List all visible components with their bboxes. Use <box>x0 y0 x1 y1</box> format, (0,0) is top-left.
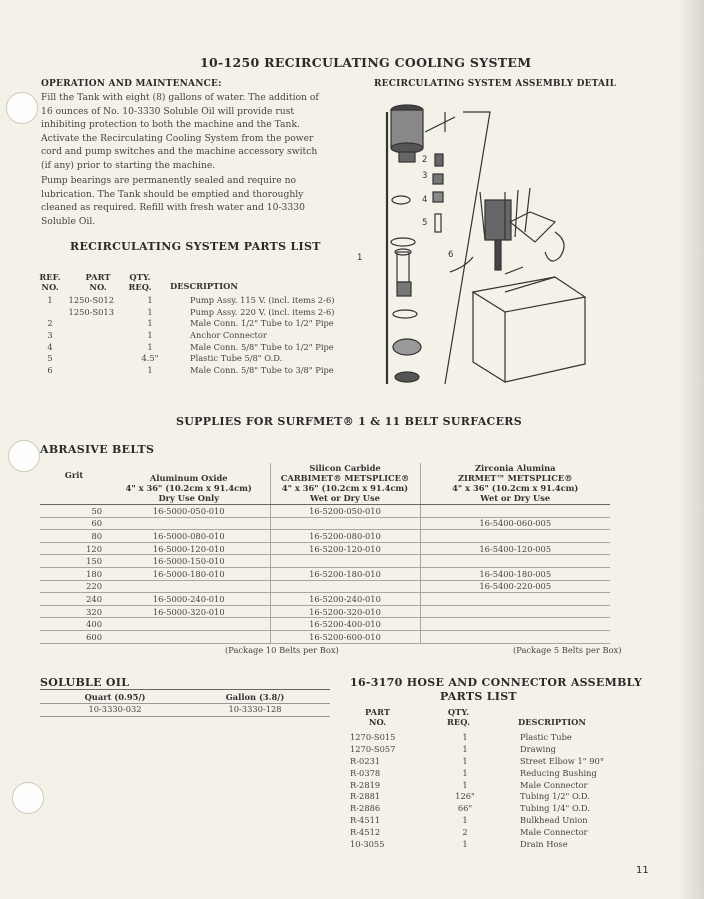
hose-part-no: R-4512 <box>350 827 381 838</box>
parts-ref: 5 <box>47 353 53 364</box>
hose-row <box>350 814 610 826</box>
parts-description: Plastic Tube 5/8" O.D. <box>190 353 283 364</box>
belt-zirconia-alumina <box>420 593 610 606</box>
belt-row <box>40 618 610 631</box>
parts-row <box>37 364 337 376</box>
hose-description: Reducing Bushing <box>520 767 597 778</box>
assembly-drawing <box>355 92 595 392</box>
hose-description: Male Connector <box>520 827 588 838</box>
parts-part-no <box>63 329 130 341</box>
parts-description: Anchor Connector <box>190 329 267 340</box>
belt-aluminum-oxide: 16-5000-120-010 <box>108 542 270 555</box>
parts-part-no: 1250-S013 <box>68 306 114 317</box>
belt-aluminum-oxide: 16-5000-150-010 <box>108 555 270 568</box>
hose-subheading: PARTS LIST <box>440 690 517 703</box>
binder-hole-bottom <box>12 782 44 814</box>
hose-part-no: R-0231 <box>350 755 381 766</box>
parts-ref: 2 <box>47 318 53 329</box>
callout-2: 2 <box>422 155 428 165</box>
binder-hole-middle <box>8 440 40 472</box>
hose-row <box>350 767 610 779</box>
belts-col-aluminum-oxide: Aluminum Oxide 4" x 36" (10.2cm x 91.4cm) Dry Use Only <box>108 463 270 505</box>
hose-description: Tubing 1/2" O.D. <box>520 791 590 802</box>
hose-qty: 1 <box>462 743 468 754</box>
belt-grit: 220 <box>40 580 108 593</box>
belt-row <box>40 505 610 518</box>
parts-description: Pump Assy. 115 V. (incl. items 2-6) <box>190 294 335 305</box>
belt-grit: 80 <box>40 530 108 543</box>
parts-col-part: PART NO. <box>85 272 111 292</box>
parts-row <box>37 317 337 329</box>
hose-row <box>350 755 610 767</box>
parts-description: Male Conn. 1/2" Tube to 1/2" Pipe <box>190 318 334 329</box>
operation-heading: OPERATION AND MAINTENANCE: <box>41 79 222 89</box>
hose-description: Tubing 1/4" O.D. <box>520 803 590 814</box>
parts-part-no <box>63 317 130 329</box>
soluble-oil-col-quart: Quart (0.95/) <box>84 692 146 702</box>
parts-row <box>37 329 337 341</box>
belt-zirconia-alumina <box>420 605 610 618</box>
hose-part-no: 10-3055 <box>350 838 385 849</box>
hose-part-no: R-2881 <box>350 791 381 802</box>
belt-silicon-carbide: 16-5200-050-010 <box>270 505 420 518</box>
parts-part-no <box>63 364 130 376</box>
parts-part-no: 1250-S012 <box>68 294 114 305</box>
callout-1: 1 <box>357 253 363 263</box>
hose-col-desc: DESCRIPTION <box>518 717 586 727</box>
soluble-oil-rule-3 <box>40 716 330 717</box>
belt-aluminum-oxide <box>108 517 270 530</box>
belt-zirconia-alumina: 16-5400-220-005 <box>420 580 610 593</box>
belt-zirconia-alumina: 16-5400-180-005 <box>420 567 610 580</box>
belts-col-zirconia-alumina: Zirconia Alumina ZIRMET™ METSPLICE® 4" x 36" (10.2cm x 91.4cm) Wet or Dry Use <box>420 463 610 505</box>
belt-zirconia-alumina <box>420 555 610 568</box>
belt-row <box>40 517 610 530</box>
parts-ref: 3 <box>47 329 53 340</box>
belt-grit: 320 <box>40 605 108 618</box>
belt-silicon-carbide: 16-5200-080-010 <box>270 530 420 543</box>
hose-row <box>350 790 610 802</box>
page-title: 10-1250 RECIRCULATING COOLING SYSTEM <box>200 55 532 70</box>
parts-ref: 1 <box>47 294 53 305</box>
belt-row <box>40 530 610 543</box>
operation-paragraph-2: Pump bearings are permanently sealed and require no lubrication. The Tank should be emptied and thoroughly cleaned as required. Refill with fresh water and 10-3330 Soluble Oil. <box>41 175 305 227</box>
belts-col-grit: Grit <box>40 463 108 505</box>
callout-3: 3 <box>422 171 428 181</box>
belts-note-5: (Package 5 Belts per Box) <box>513 645 622 655</box>
parts-ref: 6 <box>47 364 53 375</box>
belt-aluminum-oxide: 16-5000-080-010 <box>108 530 270 543</box>
hose-qty: 1 <box>462 731 468 742</box>
parts-qty: 1 <box>147 294 153 305</box>
abrasive-belts-table <box>40 463 610 644</box>
assembly-detail-heading: RECIRCULATING SYSTEM ASSEMBLY DETAIL <box>374 79 617 89</box>
hose-qty: 1 <box>462 767 468 778</box>
hose-qty: 1 <box>462 755 468 766</box>
belt-row <box>40 580 610 593</box>
hose-description: Drawing <box>520 743 556 754</box>
hose-row <box>350 779 610 791</box>
soluble-oil-quart-value: 10-3330-032 <box>88 704 142 714</box>
hose-qty: 126" <box>455 791 475 802</box>
parts-qty: 1 <box>147 341 153 352</box>
belt-grit: 240 <box>40 593 108 606</box>
belt-silicon-carbide <box>270 580 420 593</box>
belt-zirconia-alumina <box>420 530 610 543</box>
parts-qty: 1 <box>147 364 153 375</box>
belt-row <box>40 605 610 618</box>
hose-heading: 16-3170 HOSE AND CONNECTOR ASSEMBLY <box>350 676 643 689</box>
belt-aluminum-oxide <box>108 580 270 593</box>
parts-qty: 4.5" <box>141 353 159 364</box>
parts-part-no <box>63 341 130 353</box>
supplies-heading: SUPPLIES FOR SURFMET® 1 & 11 BELT SURFACERS <box>176 415 522 428</box>
belt-row <box>40 555 610 568</box>
parts-col-desc: DESCRIPTION <box>170 281 238 291</box>
parts-row <box>37 306 337 318</box>
hose-description: Drain Hose <box>520 838 568 849</box>
parts-list-heading: RECIRCULATING SYSTEM PARTS LIST <box>70 240 321 253</box>
hose-qty: 1 <box>462 838 468 849</box>
belt-aluminum-oxide: 16-5000-240-010 <box>108 593 270 606</box>
parts-description: Pump Assy. 220 V. (incl. items 2-6) <box>190 306 335 317</box>
parts-description: Male Conn. 5/8" Tube to 3/8" Pipe <box>190 364 334 375</box>
belt-grit: 60 <box>40 517 108 530</box>
hose-qty: 2 <box>462 827 468 838</box>
parts-ref: 4 <box>47 341 53 352</box>
belt-aluminum-oxide <box>108 618 270 631</box>
belt-silicon-carbide: 16-5200-240-010 <box>270 593 420 606</box>
soluble-oil-gallon-value: 10-3330-128 <box>228 704 282 714</box>
parts-ref <box>37 306 63 318</box>
belt-grit: 150 <box>40 555 108 568</box>
belt-zirconia-alumina <box>420 505 610 518</box>
page-edge <box>678 0 704 899</box>
hose-col-part: PART NO. <box>365 707 390 727</box>
parts-qty: 1 <box>147 329 153 340</box>
belt-zirconia-alumina: 16-5400-060-005 <box>420 517 610 530</box>
hose-part-no: R-0378 <box>350 767 381 778</box>
belt-zirconia-alumina <box>420 618 610 631</box>
hose-part-no: 1270-S015 <box>350 731 396 742</box>
soluble-oil-col-gallon: Gallon (3.8/) <box>225 692 285 702</box>
belt-row <box>40 542 610 555</box>
hose-part-no: R-2886 <box>350 803 381 814</box>
parts-description: Male Conn. 5/8" Tube to 1/2" Pipe <box>190 341 334 352</box>
soluble-oil-heading: SOLUBLE OIL <box>40 676 130 689</box>
parts-qty: 1 <box>147 306 153 317</box>
hose-row <box>350 731 610 743</box>
hose-row <box>350 743 610 755</box>
hose-row <box>350 838 610 850</box>
parts-qty: 1 <box>147 318 153 329</box>
page-number: 11 <box>636 865 649 876</box>
belt-aluminum-oxide <box>108 630 270 643</box>
parts-col-ref: REF. NO. <box>39 272 61 292</box>
belt-grit: 600 <box>40 630 108 643</box>
parts-list-table <box>37 294 337 376</box>
belt-silicon-carbide: 16-5200-180-010 <box>270 567 420 580</box>
belt-aluminum-oxide: 16-5000-050-010 <box>108 505 270 518</box>
soluble-oil-rule <box>40 689 330 690</box>
belt-aluminum-oxide: 16-5000-180-010 <box>108 567 270 580</box>
belt-row <box>40 630 610 643</box>
hose-qty: 1 <box>462 779 468 790</box>
hose-description: Plastic Tube <box>520 731 572 742</box>
hose-row <box>350 826 610 838</box>
belt-grit: 50 <box>40 505 108 518</box>
hose-part-no: R-4511 <box>350 815 381 826</box>
parts-row <box>37 341 337 353</box>
hose-parts-table <box>350 731 610 850</box>
belt-grit: 180 <box>40 567 108 580</box>
hose-description: Street Elbow 1" 90° <box>520 755 604 766</box>
belt-grit: 400 <box>40 618 108 631</box>
hose-qty: 66" <box>457 803 473 814</box>
callout-5: 5 <box>422 218 428 228</box>
belt-aluminum-oxide: 16-5000-320-010 <box>108 605 270 618</box>
belt-grit: 120 <box>40 542 108 555</box>
hose-qty: 1 <box>462 815 468 826</box>
belt-zirconia-alumina: 16-5400-120-005 <box>420 542 610 555</box>
belt-silicon-carbide <box>270 555 420 568</box>
belt-silicon-carbide: 16-5200-600-010 <box>270 630 420 643</box>
parts-row <box>37 352 337 364</box>
belt-silicon-carbide: 16-5200-400-010 <box>270 618 420 631</box>
binder-hole-top <box>6 92 38 124</box>
abrasive-belts-heading: ABRASIVE BELTS <box>40 443 155 456</box>
hose-row <box>350 802 610 814</box>
belt-row <box>40 593 610 606</box>
hose-description: Male Connector <box>520 779 588 790</box>
callout-4: 4 <box>422 195 428 205</box>
belt-silicon-carbide <box>270 517 420 530</box>
belt-zirconia-alumina <box>420 630 610 643</box>
belt-silicon-carbide: 16-5200-120-010 <box>270 542 420 555</box>
parts-col-qty: QTY. REQ. <box>128 272 152 292</box>
belt-row <box>40 567 610 580</box>
parts-row <box>37 294 337 306</box>
hose-part-no: 1270-S057 <box>350 743 396 754</box>
belts-col-silicon-carbide: Silicon Carbide CARBIMET® METSPLICE® 4" x 36" (10.2cm x 91.4cm) Wet or Dry Use <box>270 463 420 505</box>
hose-description: Bulkhead Union <box>520 815 588 826</box>
parts-part-no <box>63 352 130 364</box>
hose-part-no: R-2819 <box>350 779 381 790</box>
hose-col-qty: QTY. REQ. <box>447 707 470 727</box>
callout-6: 6 <box>448 250 454 260</box>
belt-silicon-carbide: 16-5200-320-010 <box>270 605 420 618</box>
belts-note-10: (Package 10 Belts per Box) <box>225 645 339 655</box>
operation-paragraph-1: Fill the Tank with eight (8) gallons of water. The addition of 16 ounces of No. 10-3330 Soluble Oil will provide rust inhibiting protection to both the machine and the Tank. Activate the Recirculating Cooling System from the power cord and pump switches and the machine accessory switch (if any) prior to starting the machine. <box>41 92 319 171</box>
